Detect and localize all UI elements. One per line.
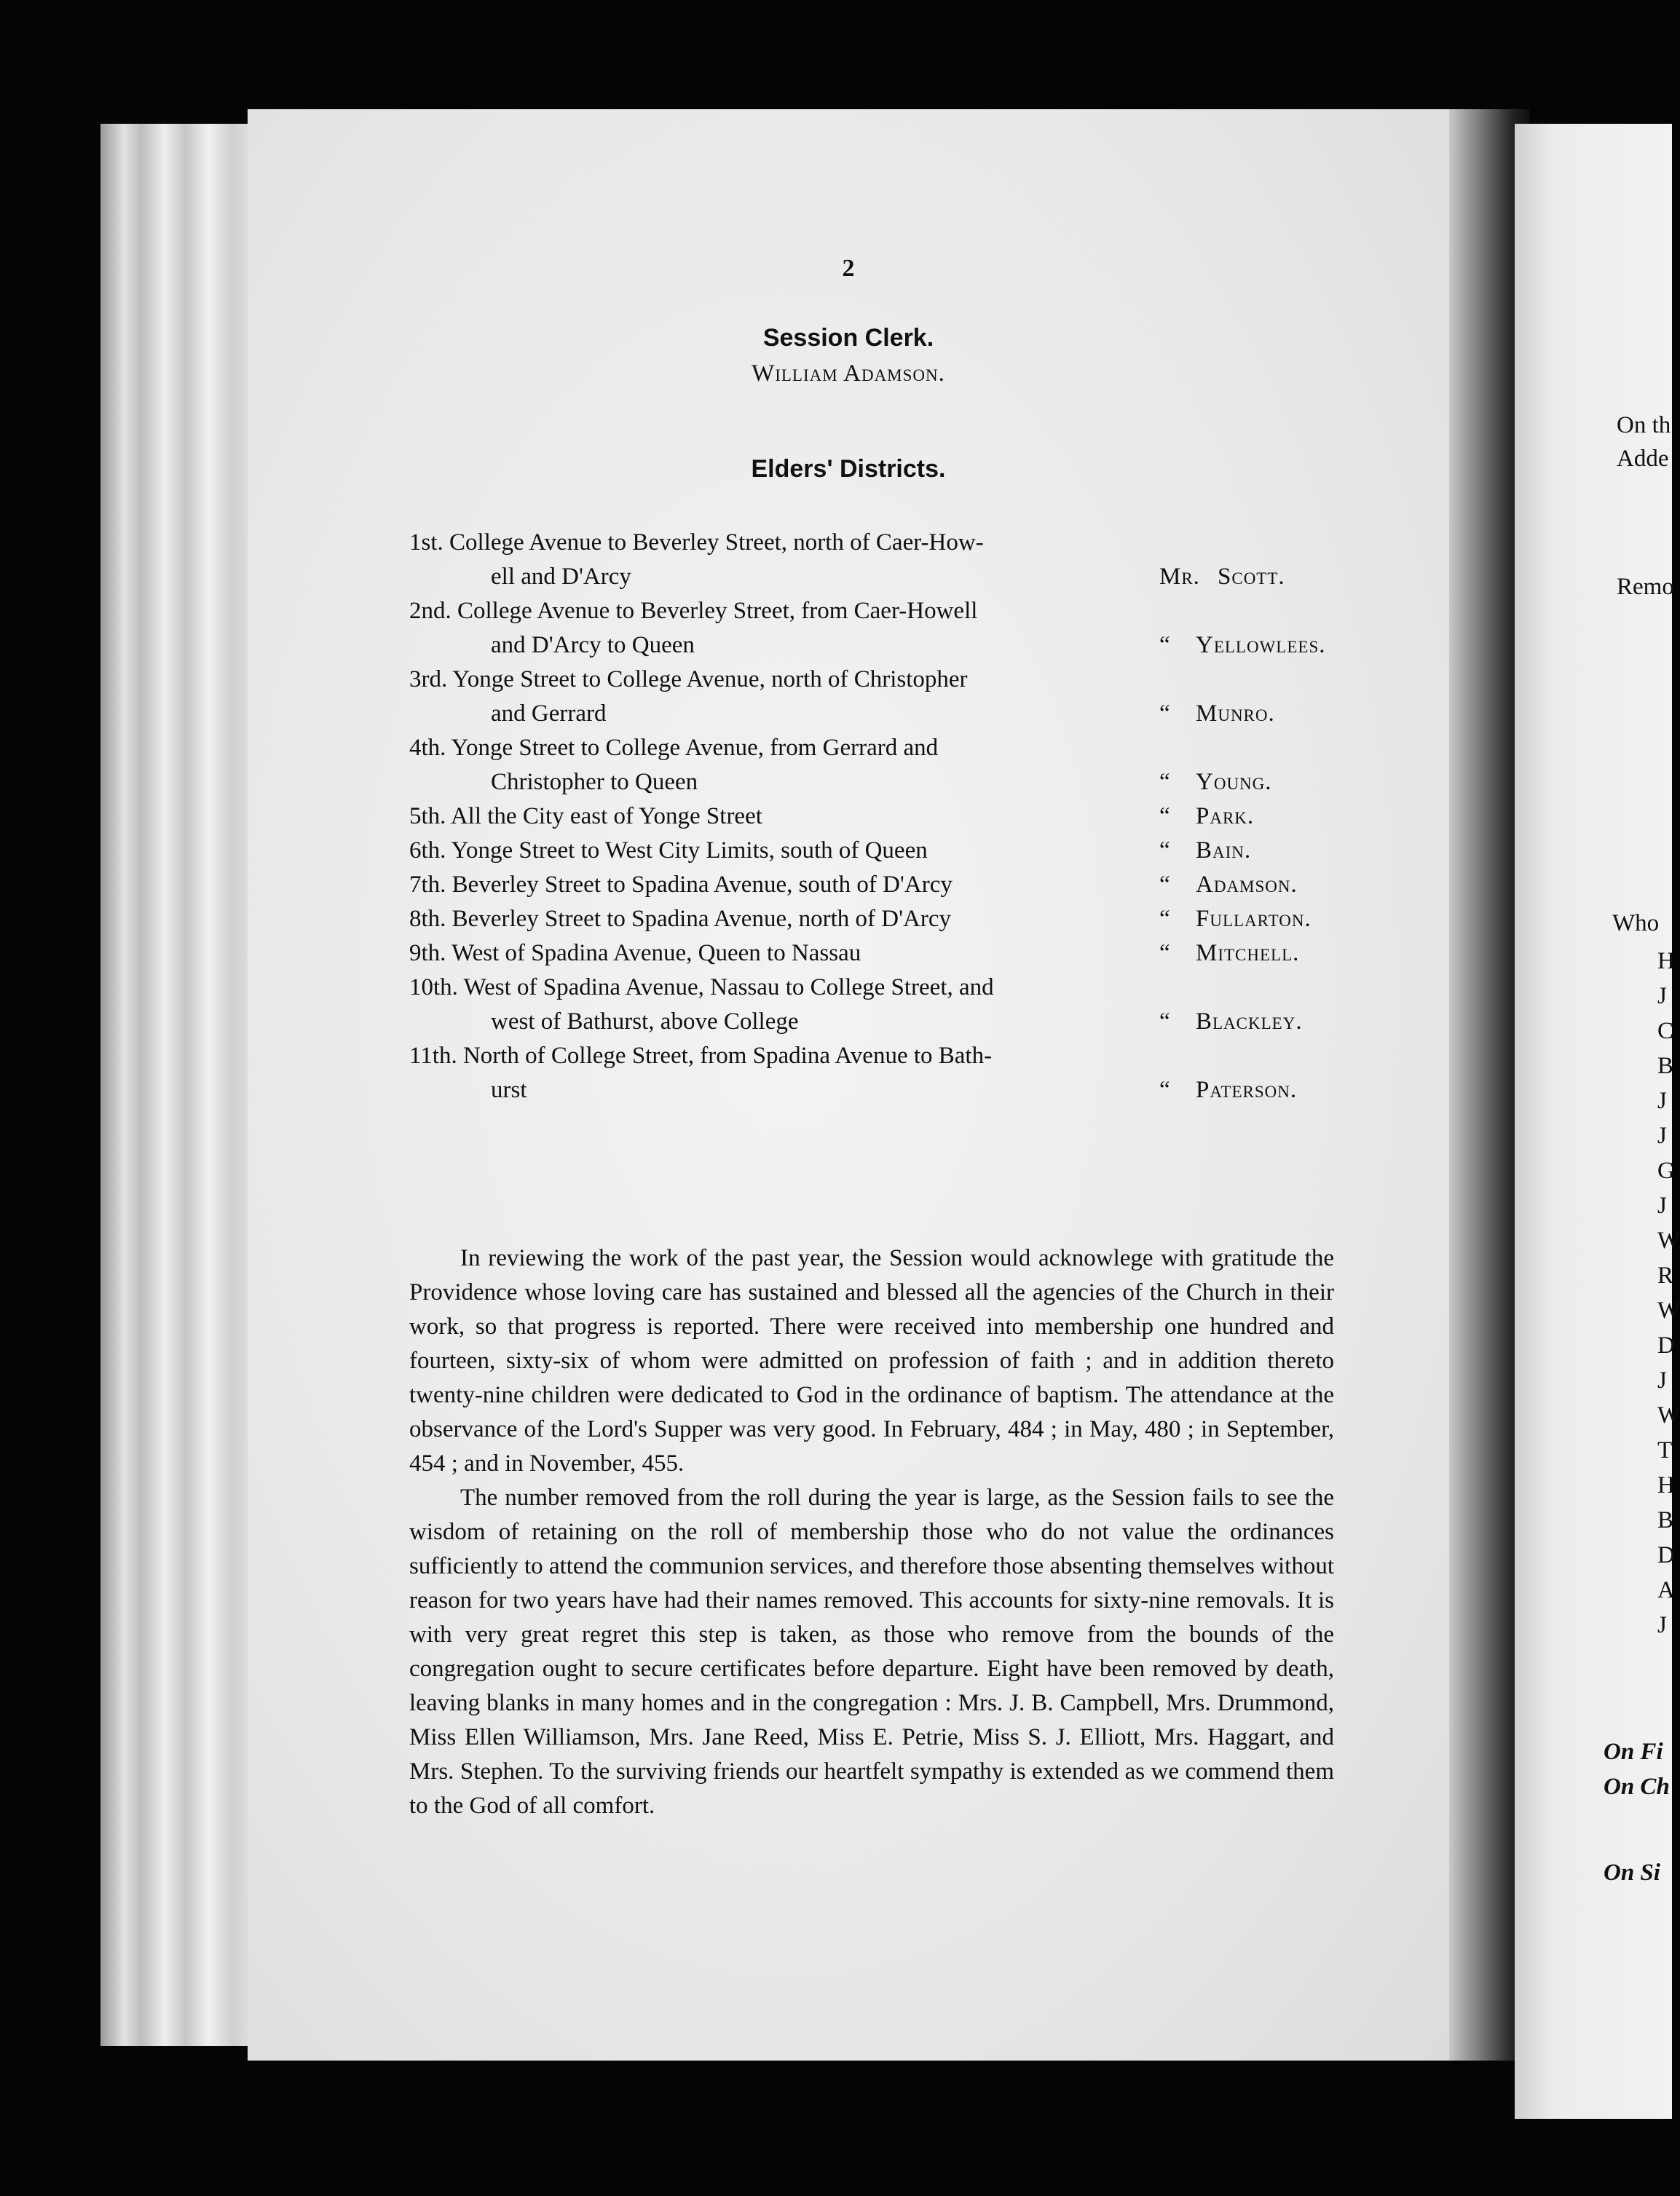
elder-name	[1159, 902, 1378, 936]
book-page	[248, 109, 1449, 2061]
facing-line: Adde	[1617, 446, 1669, 472]
elder-name	[1159, 628, 1378, 663]
district-line: 2nd. College Avenue to Beverley Street, from Caer-Howell	[409, 598, 978, 624]
facing-letter: G	[1657, 1158, 1675, 1184]
elder-surname: Blackley.	[1196, 1008, 1303, 1035]
facing-letter: B	[1657, 1507, 1674, 1533]
elder-surname: Paterson.	[1196, 1077, 1298, 1103]
elder-name	[1159, 1005, 1378, 1039]
ditto-mark: “	[1159, 632, 1171, 658]
facing-line: Remo	[1617, 574, 1674, 600]
elder-surname: Munro.	[1196, 700, 1275, 727]
district-line: 1st. College Avenue to Beverley Street, north of Caer-How-	[409, 529, 984, 556]
district-line: 5th. All the City east of Yonge Street	[409, 803, 762, 829]
elder-name	[1159, 868, 1378, 902]
elder-surname: Fullarton.	[1196, 906, 1312, 932]
ditto-mark: Mr.	[1159, 564, 1200, 590]
facing-letter: R	[1657, 1263, 1674, 1289]
elder-name	[1159, 697, 1378, 731]
facing-italic-line: On Si	[1604, 1860, 1660, 1886]
facing-page-fragment	[1515, 124, 1680, 2119]
elder-surname: Adamson.	[1196, 872, 1298, 898]
ditto-mark: “	[1159, 837, 1171, 864]
district-line: 7th. Beverley Street to Spadina Avenue, south of D'Arcy	[409, 872, 953, 898]
facing-letter: J	[1657, 983, 1667, 1009]
elder-surname: Mitchell.	[1196, 940, 1300, 966]
paragraph: The number removed from the roll during the year is large, as the Session fails to see the wisdom of retaining on the roll of membership those who do not value the ordinances sufficiently to attend the communion services, and therefore those absenting themselves without reason for two years have had their names removed. This accounts for sixty-nine removals. It is with very great regret this step is taken, as those who remove from the bounds of the congregation ought to secure certificates before departure. Eight have been removed by death, leaving blanks in many homes and in the congregation : Mrs. J. B. Campbell, Mrs. Drummond, Miss Ellen Williamson, Mrs. Jane Reed, Miss E. Petrie, Miss S. J. Elliott, Mrs. Haggart, and Mrs. Stephen. To the surviving friends our heartfelt sympathy is extended as we commend them to the God of all comfort.	[409, 1485, 1334, 1819]
elder-name	[1159, 936, 1378, 971]
facing-italic-line: On Ch	[1604, 1774, 1670, 1800]
ditto-mark: “	[1159, 872, 1171, 898]
elder-surname: Yellowlees.	[1196, 632, 1326, 658]
elder-name	[1159, 834, 1378, 868]
ditto-mark: “	[1159, 803, 1171, 829]
facing-letter: W	[1657, 1228, 1680, 1254]
district-row	[409, 594, 1378, 663]
session-clerk-name: William Adamson.	[752, 360, 945, 387]
facing-letter: D	[1657, 1332, 1675, 1359]
district-row	[409, 834, 1378, 868]
facing-letter: T	[1657, 1437, 1673, 1464]
ditto-mark: “	[1159, 1008, 1171, 1035]
districts-list	[409, 526, 1378, 1107]
facing-letter: C	[1657, 1018, 1674, 1044]
district-line: urst	[491, 1077, 527, 1103]
district-row	[409, 971, 1378, 1039]
district-line: Christopher to Queen	[491, 769, 698, 795]
district-row	[409, 1039, 1378, 1107]
district-line: and Gerrard	[491, 700, 607, 727]
elder-name	[1159, 1073, 1378, 1107]
elder-name	[1159, 799, 1378, 834]
ditto-mark: “	[1159, 769, 1171, 795]
district-line: 3rd. Yonge Street to College Avenue, north of Christopher	[409, 666, 968, 692]
facing-letter: B	[1657, 1053, 1674, 1079]
elder-name	[1159, 560, 1378, 594]
report-body	[409, 1241, 1334, 1823]
elder-surname: Scott.	[1218, 564, 1285, 590]
facing-letter: H	[1657, 1472, 1675, 1498]
facing-letter: J	[1657, 1088, 1667, 1114]
facing-letter: W	[1657, 1402, 1680, 1429]
facing-line: Who	[1612, 910, 1660, 936]
elder-name	[1159, 765, 1378, 799]
elders-districts-heading: Elders' Districts.	[751, 455, 946, 483]
facing-letter: W	[1657, 1298, 1680, 1324]
paragraph: In reviewing the work of the past year, the Session would acknowlege with gratitude the Providence whose loving care has sustained and blessed all the agencies of the Church in their work, so that progress is reported. There were received into membership one hundred and fourteen, sixty-six of whom were admitted on profession of faith ; and in addition thereto twenty-nine children were dedicated to God in the ordinance of baptism. The attendance at the observance of the Lord's Supper was very good. In February, 484 ; in May, 480 ; in September, 454 ; and in November, 455.	[409, 1245, 1334, 1477]
district-row	[409, 868, 1378, 902]
district-row	[409, 902, 1378, 936]
facing-letter: H	[1657, 948, 1675, 974]
ditto-mark: “	[1159, 700, 1171, 727]
facing-letter: D	[1657, 1542, 1675, 1568]
district-line: west of Bathurst, above College	[491, 1008, 799, 1035]
elder-surname: Park.	[1196, 803, 1255, 829]
facing-italic-line: On Fi	[1604, 1739, 1663, 1765]
district-row	[409, 526, 1378, 594]
elder-surname: Young.	[1196, 769, 1272, 795]
district-line: 9th. West of Spadina Avenue, Queen to Nassau	[409, 940, 861, 966]
facing-letter: J	[1657, 1123, 1667, 1149]
facing-letter: J	[1657, 1193, 1667, 1219]
ditto-mark: “	[1159, 1077, 1171, 1103]
district-line: ell and D'Arcy	[491, 564, 631, 590]
district-row	[409, 731, 1378, 799]
facing-letter: J	[1657, 1367, 1667, 1394]
district-line: 11th. North of College Street, from Spadina Avenue to Bath-	[409, 1043, 993, 1069]
facing-line: On th	[1617, 412, 1671, 438]
ditto-mark: “	[1159, 906, 1171, 932]
page-edges	[100, 124, 269, 2046]
facing-letter: J	[1657, 1612, 1667, 1638]
district-line: 8th. Beverley Street to Spadina Avenue, north of D'Arcy	[409, 906, 951, 932]
ditto-mark: “	[1159, 940, 1171, 966]
district-line: and D'Arcy to Queen	[491, 632, 695, 658]
district-row	[409, 799, 1378, 834]
district-line: 10th. West of Spadina Avenue, Nassau to College Street, and	[409, 974, 994, 1000]
district-row	[409, 663, 1378, 731]
district-row	[409, 936, 1378, 971]
facing-letter: A	[1657, 1577, 1675, 1603]
district-line: 6th. Yonge Street to West City Limits, south of Queen	[409, 837, 928, 864]
session-clerk-heading: Session Clerk.	[762, 324, 934, 352]
district-line: 4th. Yonge Street to College Avenue, from Gerrard and	[409, 735, 939, 761]
elder-surname: Bain.	[1196, 837, 1252, 864]
page-number: 2	[842, 255, 855, 282]
